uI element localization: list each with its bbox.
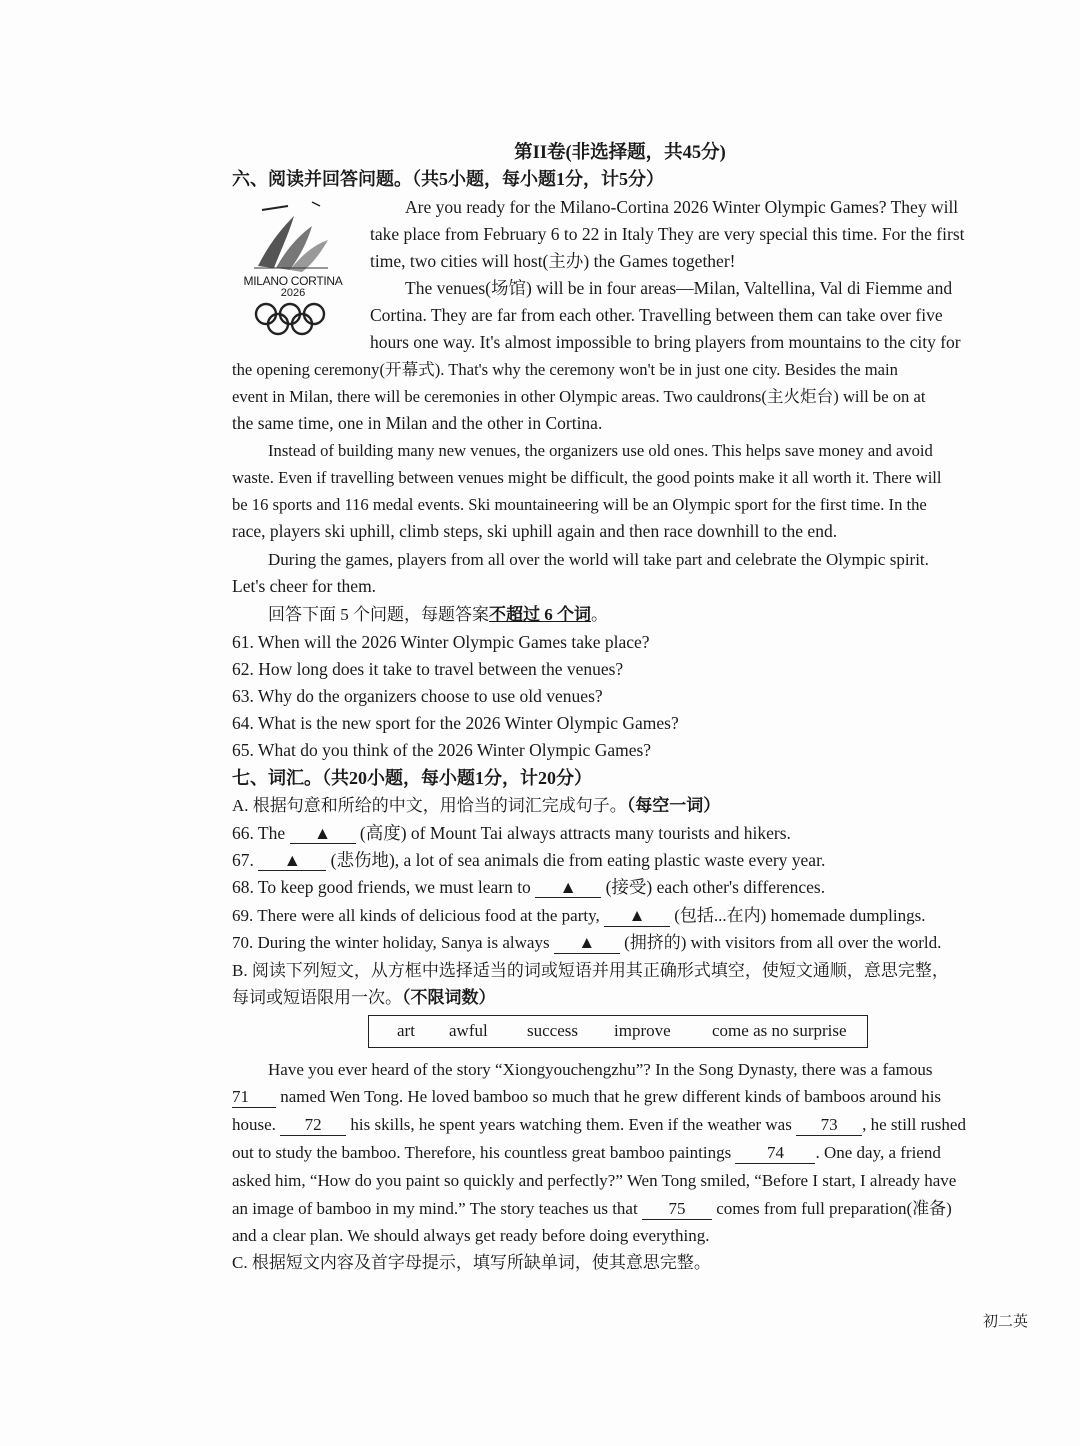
passage-line: be 16 sports and 116 medal events. Ski mountaineering will be an Olympic sport for the first time. In the	[232, 495, 927, 514]
cloze-line: Have you ever heard of the story “Xiongyouchengzhu”? In the Song Dynasty, there was a famous	[268, 1060, 933, 1079]
question-62: 62. How long does it take to travel between the venues?	[232, 659, 624, 679]
answer-blank-69[interactable]: ▲	[604, 906, 670, 927]
page-footer: 初二英	[982, 1314, 1028, 1330]
logo-text-line1: MILANO CORTINA	[243, 274, 343, 288]
answer-instruction: 回答下面 5 个问题，每题答案不超过 6 个词。	[268, 605, 608, 624]
milano-cortina-2026-olympic-emblem-icon	[228, 196, 358, 346]
section-7-heading: 七、词汇。（共20小题，每小题1分，计20分）	[232, 768, 592, 788]
passage-line: race, players ski uphill, climb steps, ski uphill again and then race downhill to the end.	[232, 521, 838, 541]
answer-blank-68[interactable]: ▲	[535, 877, 601, 898]
word-option: art	[397, 1021, 415, 1040]
cloze-line: and a clear plan. We should always get ready before doing everything.	[232, 1226, 710, 1245]
word-option: awful	[449, 1021, 488, 1040]
section-6-heading: 六、阅读并回答问题。（共5小题，每小题1分，计5分）	[232, 169, 664, 189]
passage-line: time, two cities will host(主办) the Games together!	[370, 251, 736, 271]
question-64: 64. What is the new sport for the 2026 Winter Olympic Games?	[232, 713, 679, 733]
cloze-line: house. 72 his skills, he spent years watching them. Even if the weather was 73 , he still rushed	[232, 1115, 966, 1134]
passage-line: take place from February 6 to 22 in Italy They are very special this time. For the first	[370, 224, 965, 244]
answer-blank-70[interactable]: ▲	[554, 933, 620, 954]
passage-line: The venues(场馆) will be in four areas—Milan, Valtellina, Val di Fiemme and	[405, 278, 953, 298]
cloze-blank-71[interactable]: 71	[232, 1087, 276, 1108]
passage-line: the opening ceremony(开幕式). That's why the ceremony won't be in just one city. Besides the main	[232, 360, 898, 379]
question-61: 61. When will the 2026 Winter Olympic Games take place?	[232, 632, 650, 652]
item-69: 69. There were all kinds of delicious food at the party, ▲ (包括...在内) homemade dumplings.	[232, 906, 926, 925]
question-63: 63. Why do the organizers choose to use old venues?	[232, 686, 603, 706]
olympic-rings-icon	[228, 300, 358, 340]
word-limit-emphasis: 不超过 6 个词	[489, 605, 591, 624]
passage-line: waste. Even if travelling between venues might be difficult, the good points make it all worth it. There will	[232, 468, 942, 487]
part-b-instruction-line2: 每词或短语限用一次。（不限词数）	[232, 988, 496, 1007]
answer-blank-66[interactable]: ▲	[290, 823, 356, 844]
passage-line: Let's cheer for them.	[232, 576, 377, 596]
passage-line: Instead of building many new venues, the organizers use old ones. This helps save money and avoid	[268, 441, 933, 460]
answer-blank-67[interactable]: ▲	[258, 850, 326, 871]
word-option: improve	[614, 1021, 671, 1040]
cloze-blank-72[interactable]: 72	[280, 1115, 346, 1136]
word-box	[368, 1015, 868, 1048]
cloze-line: out to study the bamboo. Therefore, his countless great bamboo paintings 74 . One day, a friend	[232, 1143, 941, 1162]
passage-line: the same time, one in Milan and the other in Cortina.	[232, 413, 603, 433]
passage-line: event in Milan, there will be ceremonies in other Olympic areas. Two cauldrons(主火炬台) will be on at	[232, 387, 926, 406]
cloze-line: 71 named Wen Tong. He loved bamboo so much that he grew different kinds of bamboos around his	[232, 1087, 942, 1106]
cloze-blank-73[interactable]: 73	[796, 1115, 862, 1136]
page-title: 第II卷(非选择题，共45分)	[514, 143, 726, 163]
cloze-line: asked him, “How do you paint so quickly and perfectly?” Wen Tong smiled, “Before I start, I already have	[232, 1171, 957, 1190]
word-option: come as no surprise	[712, 1021, 847, 1040]
question-65: 65. What do you think of the 2026 Winter Olympic Games?	[232, 740, 652, 760]
passage-line: Are you ready for the Milano-Cortina 2026 Winter Olympic Games? They will	[405, 197, 959, 217]
part-b-instruction-line1: B. 阅读下列短文，从方框中选择适当的词或短语并用其正确形式填空，使短文通顺，意思完整，	[232, 961, 949, 980]
part-a-instruction: A. 根据句意和所给的中文，用恰当的词汇完成句子。（每空一词）	[232, 796, 721, 815]
passage-line: Cortina. They are far from each other. Travelling between them can take over five	[370, 305, 943, 325]
item-68: 68. To keep good friends, we must learn to ▲ (接受) each other's differences.	[232, 877, 826, 897]
passage-line: hours one way. It's almost impossible to bring players from mountains to the city for	[370, 332, 961, 352]
cloze-blank-75[interactable]: 75	[642, 1199, 712, 1220]
item-67: 67. ▲ (悲伤地), a lot of sea animals die from eating plastic waste every year.	[232, 850, 826, 870]
word-option: success	[527, 1021, 578, 1040]
item-70: 70. During the winter holiday, Sanya is always ▲ (拥挤的) with visitors from all over the world.	[232, 933, 942, 952]
logo-text-line2: 2026	[280, 287, 306, 299]
item-66: 66. The ▲ (高度) of Mount Tai always attracts many tourists and hikers.	[232, 823, 791, 843]
passage-line: During the games, players from all over the world will take part and celebrate the Olympic spirit.	[268, 550, 929, 569]
cloze-line: an image of bamboo in my mind.” The story teaches us that 75 comes from full preparation(准备)	[232, 1199, 952, 1218]
cloze-blank-74[interactable]: 74	[735, 1143, 815, 1164]
part-c-instruction: C. 根据短文内容及首字母提示，填写所缺单词，使其意思完整。	[232, 1253, 711, 1272]
